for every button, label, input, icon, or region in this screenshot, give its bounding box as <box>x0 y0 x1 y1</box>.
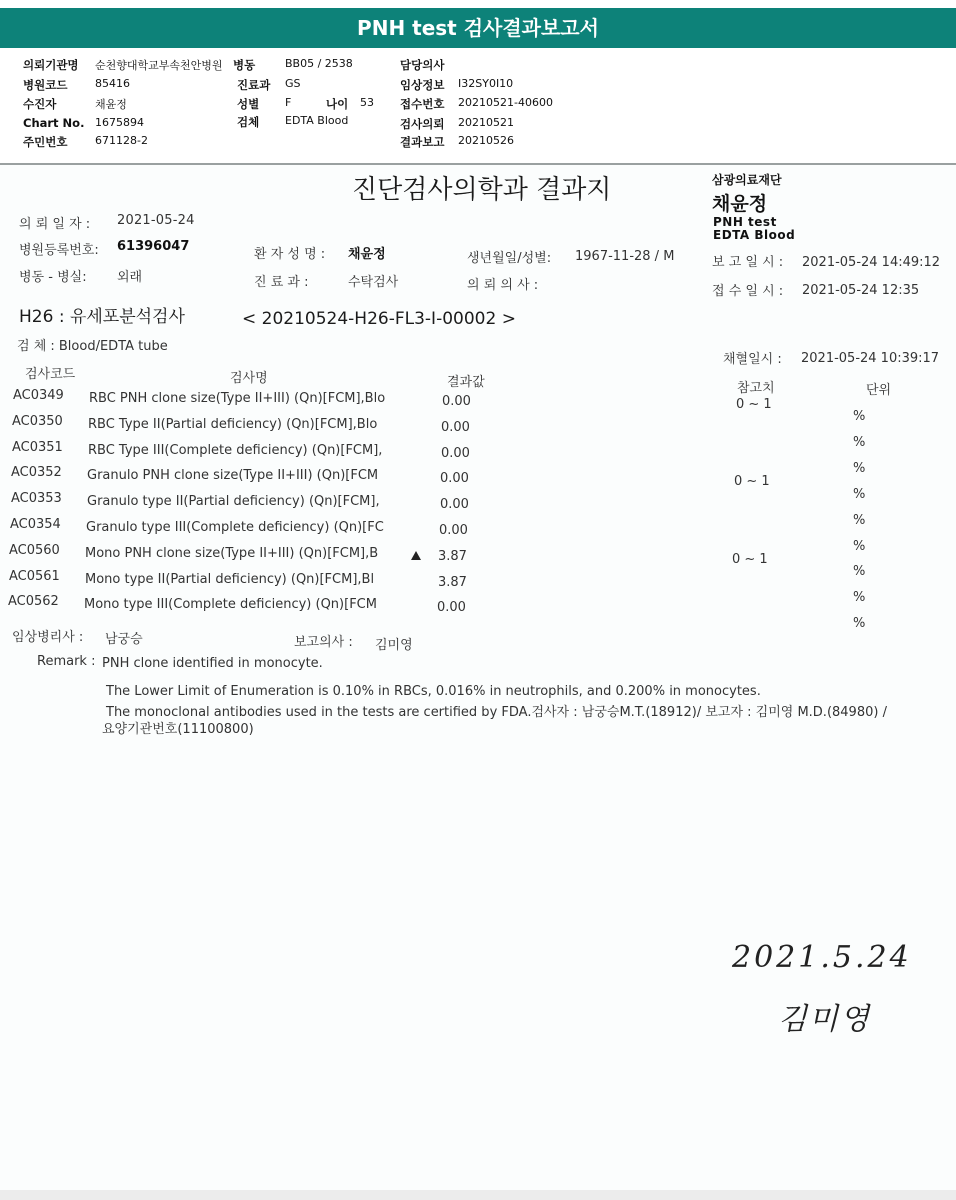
ward-value: BB05 / 2538 <box>285 57 353 70</box>
receipt-time: 2021-05-24 12:35 <box>802 283 920 298</box>
remark-line: The monoclonal antibodies used in the tests are certified by FDA.검사자 : 남궁승M.T.(18912)/ 보고자 : 김미영 M.D.(84980) / <box>106 705 887 720</box>
patient-name: 채윤정 <box>348 247 386 262</box>
scanned-report <box>0 165 956 1190</box>
report-banner <box>0 8 956 48</box>
specimen-value: EDTA Blood <box>285 114 349 127</box>
stamp-org: 삼광의료재단 <box>712 173 782 187</box>
pathologist-label: 임상병리사 : <box>12 630 84 645</box>
sex-label: 성별 <box>237 97 260 111</box>
handwritten-date: 2021.5.24 <box>732 940 912 975</box>
col-result-header: 결과값 <box>447 375 485 390</box>
section-title: H26 : 유세포분석검사 <box>19 307 185 327</box>
test-code: AC0353 <box>11 491 62 506</box>
test-name: Granulo type II(Partial deficiency) (Qn)[FCM], <box>87 494 380 509</box>
test-result: 3.87 <box>438 549 467 564</box>
pathologist-name: 남궁승 <box>105 632 143 647</box>
sex-value: F <box>285 96 292 109</box>
receipt-time-label: 접 수 일 시 : <box>712 284 784 299</box>
test-reference: 0 ~ 1 <box>734 474 770 489</box>
doctor-label: 담당의사 <box>400 58 445 72</box>
test-name: Mono PNH clone size(Type II+III) (Qn)[FCM],B <box>85 546 379 561</box>
test-result: 0.00 <box>440 471 469 486</box>
col-ref-header: 참고치 <box>737 381 775 396</box>
patient-value: 채윤정 <box>95 98 127 111</box>
id-label: 주민번호 <box>23 135 68 149</box>
test-code: AC0349 <box>13 388 64 403</box>
stamp-test: PNH test <box>713 215 777 229</box>
report-title: 진단검사의학과 결과지 <box>352 175 612 205</box>
report-time: 2021-05-24 14:49:12 <box>802 255 941 270</box>
test-name: Granulo type III(Complete deficiency) (Qn)[FC <box>86 520 384 535</box>
test-result: 0.00 <box>440 497 469 512</box>
request-value: 20210521 <box>458 116 514 129</box>
report-time-label: 보 고 일 시 : <box>712 255 784 270</box>
test-code: AC0352 <box>11 465 62 480</box>
remark-line: PNH clone identified in monocyte. <box>102 656 323 671</box>
patient-label: 수진자 <box>23 97 57 111</box>
test-code: AC0350 <box>12 414 63 429</box>
hospital-value: 순천향대학교부속천안병원 <box>95 59 223 72</box>
handwritten-signature: 김미영 <box>778 1002 871 1037</box>
request-label: 검사의뢰 <box>400 117 445 131</box>
banner-title: PNH test 검사결과보고서 <box>357 16 599 40</box>
age-value: 53 <box>360 96 374 109</box>
chart-value: 1675894 <box>95 116 144 129</box>
reg-no-label: 병원등록번호: <box>19 243 99 258</box>
col-code-header: 검사코드 <box>25 367 76 382</box>
test-code: AC0560 <box>9 543 60 558</box>
test-unit: % <box>853 513 866 528</box>
request-date-label: 의 뢰 일 자 : <box>19 217 91 232</box>
clinical-label: 임상정보 <box>400 78 445 92</box>
stamp-specimen: EDTA Blood <box>713 228 796 242</box>
stamp-name: 채윤정 <box>712 193 768 215</box>
ward-room-label: 병동 - 병실: <box>19 270 87 285</box>
high-flag-icon <box>411 551 421 560</box>
test-unit: % <box>853 435 866 450</box>
remark-line: The Lower Limit of Enumeration is 0.10% in RBCs, 0.016% in neutrophils, and 0.200% in monocytes. <box>106 684 761 699</box>
specimen-line: 검 체 : Blood/EDTA tube <box>17 339 168 354</box>
ward-label: 병동 <box>233 58 256 72</box>
test-unit: % <box>853 539 866 554</box>
test-reference: 0 ~ 1 <box>732 552 768 567</box>
birth-label: 생년월일/성별: <box>467 251 552 266</box>
dept-label-2: 진 료 과 : <box>254 275 309 290</box>
collect-time: 2021-05-24 10:39:17 <box>801 351 940 366</box>
remark-line: 요양기관번호(11100800) <box>102 722 254 737</box>
remark-label: Remark : <box>37 654 96 669</box>
test-name: RBC PNH clone size(Type II+III) (Qn)[FCM],Blo <box>89 391 386 406</box>
test-reference: 0 ~ 1 <box>736 397 772 412</box>
dept-label: 진료과 <box>237 78 271 92</box>
receipt-value: 20210521-40600 <box>458 96 553 109</box>
test-unit: % <box>853 590 866 605</box>
test-unit: % <box>853 487 866 502</box>
test-name: Granulo PNH clone size(Type II+III) (Qn)[FCM <box>87 468 379 483</box>
test-code: AC0351 <box>12 440 63 455</box>
reg-no: 61396047 <box>117 239 190 254</box>
test-result: 3.87 <box>438 575 467 590</box>
test-result: 0.00 <box>441 420 470 435</box>
ward-room: 외래 <box>117 270 143 285</box>
reporting-doctor-label: 보고의사 : <box>294 635 353 650</box>
test-code: AC0561 <box>9 569 60 584</box>
test-name: RBC Type II(Partial deficiency) (Qn)[FCM],Blo <box>88 417 378 432</box>
birth-value: 1967-11-28 / M <box>575 249 675 264</box>
collect-label: 채혈일시 : <box>723 352 782 367</box>
report-value: 20210526 <box>458 134 514 147</box>
dept-value-2: 수탁검사 <box>348 275 399 290</box>
accession-number: < 20210524-H26-FL3-I-00002 > <box>242 309 516 329</box>
test-result: 0.00 <box>439 523 468 538</box>
reporting-doctor-name: 김미영 <box>375 638 413 653</box>
patient-name-label: 환 자 성 명 : <box>254 247 326 262</box>
dept-value: GS <box>285 77 301 90</box>
request-date: 2021-05-24 <box>117 213 195 228</box>
test-unit: % <box>853 564 866 579</box>
test-name: RBC Type III(Complete deficiency) (Qn)[FCM], <box>88 443 383 458</box>
test-name: Mono type II(Partial deficiency) (Qn)[FCM],Bl <box>85 572 375 587</box>
code-label: 병원코드 <box>23 78 68 92</box>
hospital-label: 의뢰기관명 <box>23 58 79 72</box>
col-unit-header: 단위 <box>866 383 892 398</box>
test-result: 0.00 <box>437 600 466 615</box>
clinical-value: I32SY0I10 <box>458 77 514 90</box>
test-result: 0.00 <box>441 446 470 461</box>
col-name-header: 검사명 <box>230 371 268 386</box>
test-code: AC0562 <box>8 594 59 609</box>
age-label: 나이 <box>326 97 349 111</box>
test-code: AC0354 <box>10 517 61 532</box>
code-value: 85416 <box>95 77 130 90</box>
test-unit: % <box>853 616 866 631</box>
test-unit: % <box>853 461 866 476</box>
receipt-label: 접수번호 <box>400 97 445 111</box>
report-label: 결과보고 <box>400 135 445 149</box>
requesting-doctor-label: 의 뢰 의 사 : <box>467 278 539 293</box>
test-name: Mono type III(Complete deficiency) (Qn)[FCM <box>84 597 377 612</box>
chart-label: Chart No. <box>23 116 85 130</box>
specimen-label: 검체 <box>237 115 260 129</box>
test-unit: % <box>853 409 866 424</box>
test-result: 0.00 <box>442 394 471 409</box>
id-value: 671128-2 <box>95 134 148 147</box>
